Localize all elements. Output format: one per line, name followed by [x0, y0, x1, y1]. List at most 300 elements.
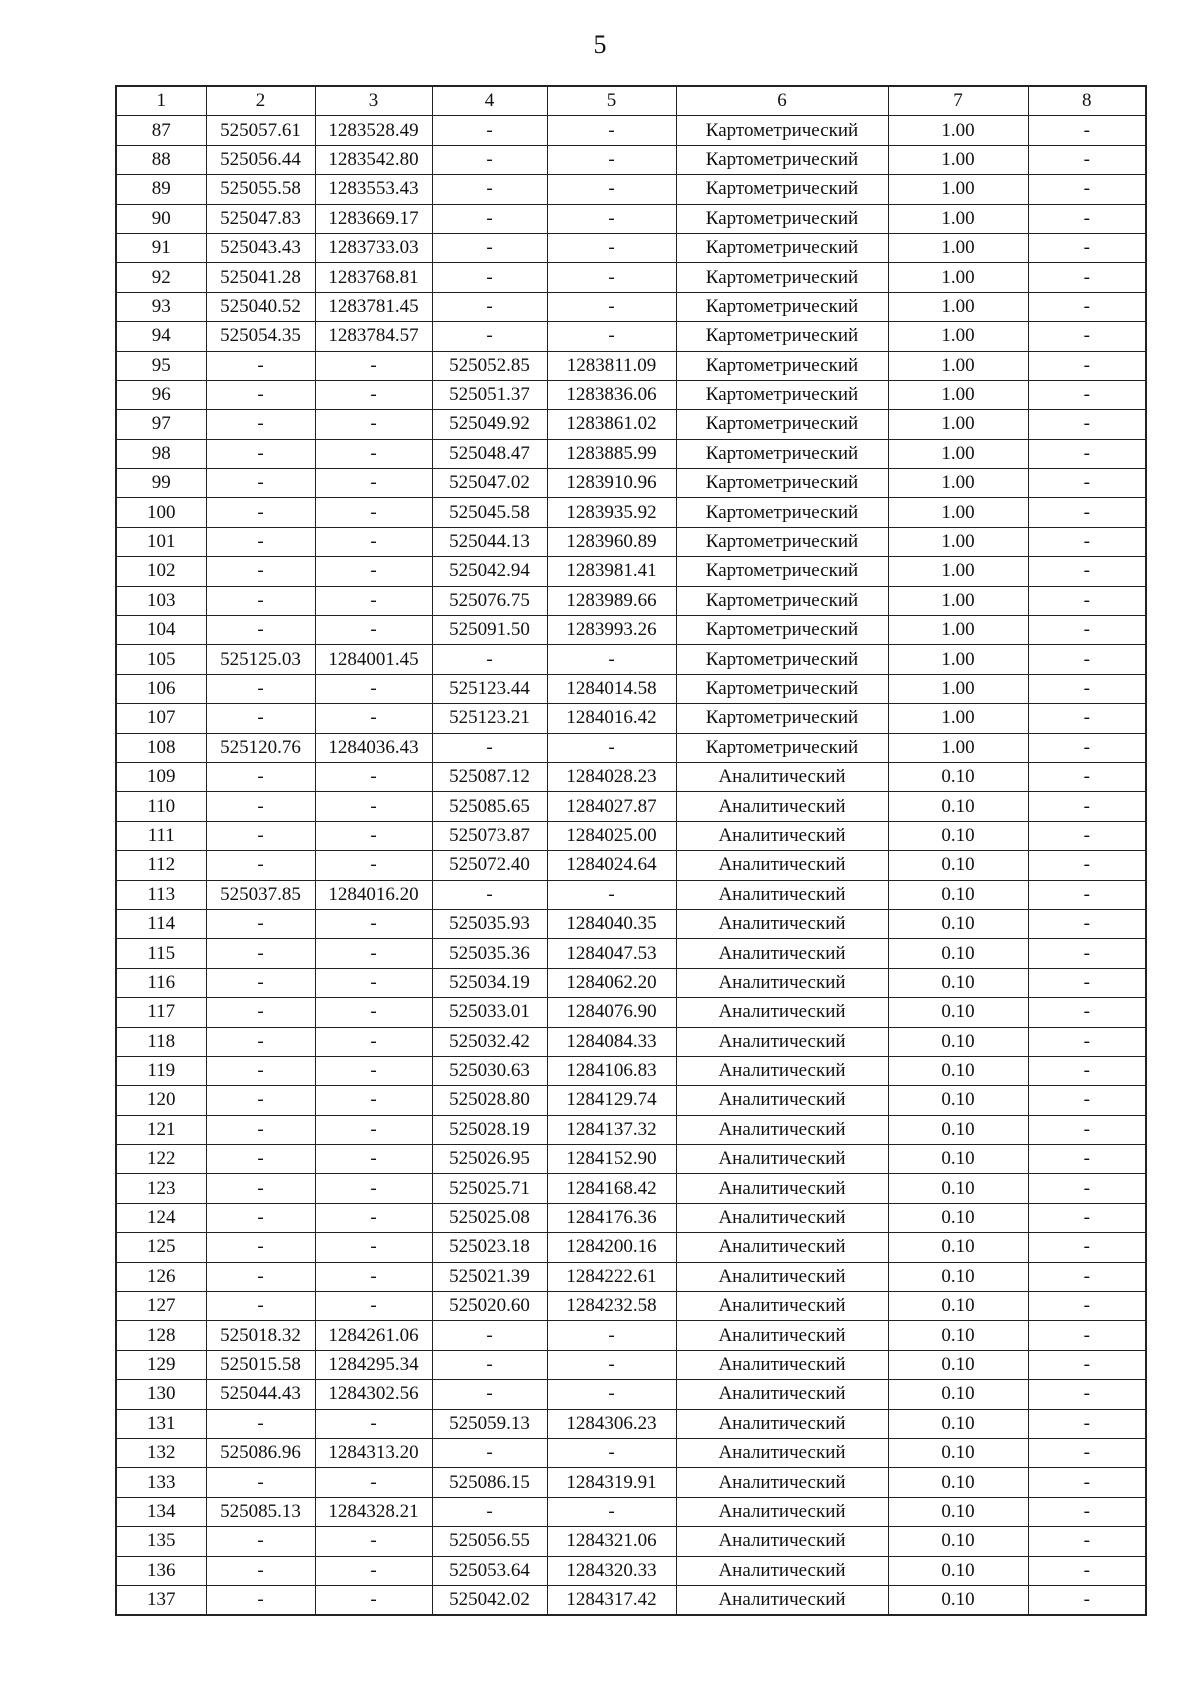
y-new-cell: 1284222.61 — [547, 1262, 676, 1291]
y-new-cell: 1284137.32 — [547, 1115, 676, 1144]
y-old-cell: - — [315, 909, 432, 938]
method-cell: Картометрический — [676, 233, 888, 262]
accuracy-cell: 0.10 — [888, 1203, 1028, 1232]
point-number-cell: 103 — [116, 586, 206, 615]
x-new-cell: 525085.65 — [432, 792, 547, 821]
point-number-cell: 102 — [116, 557, 206, 586]
y-old-cell: 1283542.80 — [315, 145, 432, 174]
y-old-cell: - — [315, 557, 432, 586]
table-row — [116, 1321, 1146, 1350]
y-old-cell: - — [315, 351, 432, 380]
accuracy-cell: 1.00 — [888, 233, 1028, 262]
point-number-cell: 106 — [116, 674, 206, 703]
x-old-cell: 525125.03 — [206, 645, 315, 674]
y-new-cell: 1284062.20 — [547, 968, 676, 997]
description-cell: - — [1028, 1438, 1146, 1467]
point-number-cell: 131 — [116, 1409, 206, 1438]
y-old-cell: - — [315, 1585, 432, 1615]
y-old-cell: - — [315, 1262, 432, 1291]
page-number: 5 — [593, 30, 607, 59]
x-new-cell: 525052.85 — [432, 351, 547, 380]
description-cell: - — [1028, 968, 1146, 997]
table-row — [116, 292, 1146, 321]
method-cell: Картометрический — [676, 498, 888, 527]
table-row — [116, 1145, 1146, 1174]
table-row — [116, 380, 1146, 409]
point-number-cell: 133 — [116, 1468, 206, 1497]
x-new-cell: 525073.87 — [432, 821, 547, 850]
x-old-cell: 525015.58 — [206, 1350, 315, 1379]
accuracy-cell: 0.10 — [888, 762, 1028, 791]
x-old-cell: 525041.28 — [206, 263, 315, 292]
x-new-cell: 525032.42 — [432, 1027, 547, 1056]
y-new-cell: 1284106.83 — [547, 1056, 676, 1085]
description-cell: - — [1028, 1115, 1146, 1144]
table-row — [116, 469, 1146, 498]
method-cell: Картометрический — [676, 145, 888, 174]
point-number-cell: 98 — [116, 439, 206, 468]
y-new-cell: 1284176.36 — [547, 1203, 676, 1232]
column-header-4: 4 — [432, 86, 547, 116]
description-cell: - — [1028, 1585, 1146, 1615]
x-new-cell: - — [432, 233, 547, 262]
table-row — [116, 1086, 1146, 1115]
x-old-cell: 525056.44 — [206, 145, 315, 174]
accuracy-cell: 0.10 — [888, 1262, 1028, 1291]
description-cell: - — [1028, 116, 1146, 145]
accuracy-cell: 0.10 — [888, 968, 1028, 997]
x-old-cell: - — [206, 909, 315, 938]
x-old-cell: - — [206, 1115, 315, 1144]
method-cell: Аналитический — [676, 1350, 888, 1379]
description-cell: - — [1028, 439, 1146, 468]
description-cell: - — [1028, 292, 1146, 321]
table-row — [116, 439, 1146, 468]
x-old-cell: - — [206, 968, 315, 997]
accuracy-cell: 1.00 — [888, 263, 1028, 292]
point-number-cell: 99 — [116, 469, 206, 498]
x-new-cell: 525059.13 — [432, 1409, 547, 1438]
accuracy-cell: 1.00 — [888, 645, 1028, 674]
method-cell: Аналитический — [676, 1409, 888, 1438]
x-old-cell: - — [206, 1203, 315, 1232]
x-new-cell: 525091.50 — [432, 616, 547, 645]
accuracy-cell: 1.00 — [888, 674, 1028, 703]
table-row — [116, 1556, 1146, 1585]
x-new-cell: 525042.02 — [432, 1585, 547, 1615]
table-row — [116, 1380, 1146, 1409]
method-cell: Аналитический — [676, 1056, 888, 1085]
y-old-cell: - — [315, 1086, 432, 1115]
x-old-cell: - — [206, 439, 315, 468]
table-row — [116, 762, 1146, 791]
x-old-cell: - — [206, 1292, 315, 1321]
y-new-cell: 1283935.92 — [547, 498, 676, 527]
column-header-7: 7 — [888, 86, 1028, 116]
method-cell: Аналитический — [676, 998, 888, 1027]
accuracy-cell: 0.10 — [888, 1174, 1028, 1203]
table-row — [116, 1350, 1146, 1379]
table-row — [116, 1056, 1146, 1085]
table-header — [116, 86, 1146, 116]
method-cell: Аналитический — [676, 1380, 888, 1409]
method-cell: Аналитический — [676, 1086, 888, 1115]
y-old-cell: - — [315, 1174, 432, 1203]
y-new-cell: 1284084.33 — [547, 1027, 676, 1056]
y-old-cell: - — [315, 1556, 432, 1585]
x-old-cell: - — [206, 1027, 315, 1056]
table-row — [116, 880, 1146, 909]
y-old-cell: - — [315, 527, 432, 556]
point-number-cell: 116 — [116, 968, 206, 997]
y-new-cell: 1284232.58 — [547, 1292, 676, 1321]
y-new-cell: 1284152.90 — [547, 1145, 676, 1174]
x-old-cell: - — [206, 939, 315, 968]
y-new-cell: - — [547, 1497, 676, 1526]
table-row — [116, 1468, 1146, 1497]
y-old-cell: 1284295.34 — [315, 1350, 432, 1379]
method-cell: Картометрический — [676, 733, 888, 762]
method-cell: Аналитический — [676, 1233, 888, 1262]
column-header-6: 6 — [676, 86, 888, 116]
x-new-cell: - — [432, 116, 547, 145]
table-row — [116, 175, 1146, 204]
method-cell: Картометрический — [676, 351, 888, 380]
x-new-cell: 525020.60 — [432, 1292, 547, 1321]
y-old-cell: 1284016.20 — [315, 880, 432, 909]
y-old-cell: 1284328.21 — [315, 1497, 432, 1526]
table-row — [116, 351, 1146, 380]
point-number-cell: 111 — [116, 821, 206, 850]
point-number-cell: 118 — [116, 1027, 206, 1056]
accuracy-cell: 0.10 — [888, 1233, 1028, 1262]
point-number-cell: 114 — [116, 909, 206, 938]
method-cell: Картометрический — [676, 292, 888, 321]
point-number-cell: 93 — [116, 292, 206, 321]
description-cell: - — [1028, 527, 1146, 556]
point-number-cell: 96 — [116, 380, 206, 409]
accuracy-cell: 1.00 — [888, 557, 1028, 586]
accuracy-cell: 1.00 — [888, 175, 1028, 204]
x-old-cell: - — [206, 998, 315, 1027]
table-row — [116, 1409, 1146, 1438]
method-cell: Картометрический — [676, 586, 888, 615]
x-new-cell: - — [432, 1438, 547, 1467]
coordinates-table — [115, 85, 1147, 1616]
description-cell: - — [1028, 909, 1146, 938]
y-new-cell: 1283861.02 — [547, 410, 676, 439]
point-number-cell: 104 — [116, 616, 206, 645]
point-number-cell: 132 — [116, 1438, 206, 1467]
x-old-cell: - — [206, 616, 315, 645]
y-old-cell: 1284313.20 — [315, 1438, 432, 1467]
table-row — [116, 204, 1146, 233]
method-cell: Картометрический — [676, 674, 888, 703]
table-row — [116, 909, 1146, 938]
table-row — [116, 116, 1146, 145]
x-old-cell: 525054.35 — [206, 322, 315, 351]
description-cell: - — [1028, 939, 1146, 968]
y-old-cell: - — [315, 1233, 432, 1262]
x-old-cell: - — [206, 674, 315, 703]
method-cell: Картометрический — [676, 175, 888, 204]
accuracy-cell: 1.00 — [888, 586, 1028, 615]
method-cell: Картометрический — [676, 469, 888, 498]
x-new-cell: - — [432, 1321, 547, 1350]
x-old-cell: - — [206, 351, 315, 380]
accuracy-cell: 0.10 — [888, 1468, 1028, 1497]
y-old-cell: 1283781.45 — [315, 292, 432, 321]
description-cell: - — [1028, 1086, 1146, 1115]
table-row — [116, 263, 1146, 292]
point-number-cell: 136 — [116, 1556, 206, 1585]
description-cell: - — [1028, 233, 1146, 262]
point-number-cell: 129 — [116, 1350, 206, 1379]
column-header-1: 1 — [116, 86, 206, 116]
x-old-cell: 525057.61 — [206, 116, 315, 145]
x-old-cell: - — [206, 469, 315, 498]
x-new-cell: - — [432, 292, 547, 321]
point-number-cell: 109 — [116, 762, 206, 791]
y-new-cell: - — [547, 1321, 676, 1350]
description-cell: - — [1028, 1380, 1146, 1409]
accuracy-cell: 0.10 — [888, 1380, 1028, 1409]
x-old-cell: - — [206, 1585, 315, 1615]
y-old-cell: - — [315, 968, 432, 997]
description-cell: - — [1028, 498, 1146, 527]
table-row — [116, 498, 1146, 527]
point-number-cell: 120 — [116, 1086, 206, 1115]
point-number-cell: 88 — [116, 145, 206, 174]
y-old-cell: - — [315, 1056, 432, 1085]
description-cell: - — [1028, 1350, 1146, 1379]
description-cell: - — [1028, 1468, 1146, 1497]
method-cell: Картометрический — [676, 616, 888, 645]
x-old-cell: - — [206, 1556, 315, 1585]
method-cell: Картометрический — [676, 704, 888, 733]
description-cell: - — [1028, 1056, 1146, 1085]
accuracy-cell: 0.10 — [888, 821, 1028, 850]
description-cell: - — [1028, 704, 1146, 733]
x-new-cell: 525023.18 — [432, 1233, 547, 1262]
x-old-cell: - — [206, 704, 315, 733]
x-new-cell: 525123.44 — [432, 674, 547, 703]
x-new-cell: - — [432, 263, 547, 292]
method-cell: Картометрический — [676, 527, 888, 556]
x-old-cell: - — [206, 1468, 315, 1497]
y-old-cell: - — [315, 851, 432, 880]
y-new-cell: 1284317.42 — [547, 1585, 676, 1615]
y-old-cell: 1284261.06 — [315, 1321, 432, 1350]
x-old-cell: - — [206, 1174, 315, 1203]
point-number-cell: 89 — [116, 175, 206, 204]
method-cell: Картометрический — [676, 645, 888, 674]
accuracy-cell: 1.00 — [888, 498, 1028, 527]
method-cell: Картометрический — [676, 263, 888, 292]
column-header-8: 8 — [1028, 86, 1146, 116]
x-old-cell: 525043.43 — [206, 233, 315, 262]
y-old-cell: - — [315, 1115, 432, 1144]
accuracy-cell: 1.00 — [888, 204, 1028, 233]
x-new-cell: 525051.37 — [432, 380, 547, 409]
y-old-cell: - — [315, 1409, 432, 1438]
accuracy-cell: 1.00 — [888, 439, 1028, 468]
method-cell: Аналитический — [676, 1438, 888, 1467]
description-cell: - — [1028, 1174, 1146, 1203]
table-row — [116, 1497, 1146, 1526]
point-number-cell: 112 — [116, 851, 206, 880]
method-cell: Аналитический — [676, 792, 888, 821]
method-cell: Аналитический — [676, 1497, 888, 1526]
accuracy-cell: 0.10 — [888, 792, 1028, 821]
table-row — [116, 1262, 1146, 1291]
x-new-cell: 525025.71 — [432, 1174, 547, 1203]
column-header-3: 3 — [315, 86, 432, 116]
point-number-cell: 119 — [116, 1056, 206, 1085]
accuracy-cell: 1.00 — [888, 733, 1028, 762]
table-row — [116, 1233, 1146, 1262]
y-new-cell: 1284076.90 — [547, 998, 676, 1027]
x-old-cell: - — [206, 1409, 315, 1438]
x-new-cell: 525072.40 — [432, 851, 547, 880]
y-old-cell: 1283669.17 — [315, 204, 432, 233]
y-new-cell: - — [547, 263, 676, 292]
description-cell: - — [1028, 410, 1146, 439]
x-new-cell: 525053.64 — [432, 1556, 547, 1585]
y-new-cell: - — [547, 292, 676, 321]
point-number-cell: 108 — [116, 733, 206, 762]
table-row — [116, 586, 1146, 615]
x-old-cell: - — [206, 851, 315, 880]
table-row — [116, 557, 1146, 586]
accuracy-cell: 1.00 — [888, 704, 1028, 733]
description-cell: - — [1028, 880, 1146, 909]
method-cell: Аналитический — [676, 968, 888, 997]
y-new-cell: - — [547, 175, 676, 204]
x-old-cell: - — [206, 821, 315, 850]
y-new-cell: 1283981.41 — [547, 557, 676, 586]
x-old-cell: - — [206, 410, 315, 439]
point-number-cell: 127 — [116, 1292, 206, 1321]
y-old-cell: - — [315, 1203, 432, 1232]
table-row — [116, 674, 1146, 703]
method-cell: Картометрический — [676, 439, 888, 468]
description-cell: - — [1028, 1292, 1146, 1321]
y-new-cell: - — [547, 733, 676, 762]
y-old-cell: - — [315, 1145, 432, 1174]
y-new-cell: 1284014.58 — [547, 674, 676, 703]
y-new-cell: 1283885.99 — [547, 439, 676, 468]
accuracy-cell: 0.10 — [888, 1497, 1028, 1526]
method-cell: Аналитический — [676, 1292, 888, 1321]
accuracy-cell: 0.10 — [888, 939, 1028, 968]
description-cell: - — [1028, 351, 1146, 380]
y-old-cell: 1284036.43 — [315, 733, 432, 762]
table-row — [116, 1174, 1146, 1203]
point-number-cell: 117 — [116, 998, 206, 1027]
method-cell: Картометрический — [676, 410, 888, 439]
point-number-cell: 92 — [116, 263, 206, 292]
y-old-cell: - — [315, 410, 432, 439]
x-old-cell: - — [206, 498, 315, 527]
x-new-cell: 525033.01 — [432, 998, 547, 1027]
method-cell: Аналитический — [676, 821, 888, 850]
description-cell: - — [1028, 645, 1146, 674]
accuracy-cell: 0.10 — [888, 1145, 1028, 1174]
point-number-cell: 137 — [116, 1585, 206, 1615]
accuracy-cell: 0.10 — [888, 1056, 1028, 1085]
accuracy-cell: 1.00 — [888, 351, 1028, 380]
y-new-cell: - — [547, 880, 676, 909]
x-new-cell: 525044.13 — [432, 527, 547, 556]
method-cell: Аналитический — [676, 1027, 888, 1056]
method-cell: Аналитический — [676, 1145, 888, 1174]
description-cell: - — [1028, 586, 1146, 615]
y-old-cell: - — [315, 1027, 432, 1056]
method-cell: Аналитический — [676, 909, 888, 938]
x-new-cell: 525028.80 — [432, 1086, 547, 1115]
description-cell: - — [1028, 821, 1146, 850]
table-row — [116, 998, 1146, 1027]
x-old-cell: - — [206, 586, 315, 615]
description-cell: - — [1028, 557, 1146, 586]
y-new-cell: 1284319.91 — [547, 1468, 676, 1497]
table-body — [116, 116, 1146, 1615]
description-cell: - — [1028, 792, 1146, 821]
column-header-2: 2 — [206, 86, 315, 116]
point-number-cell: 113 — [116, 880, 206, 909]
method-cell: Аналитический — [676, 851, 888, 880]
x-old-cell: 525085.13 — [206, 1497, 315, 1526]
point-number-cell: 121 — [116, 1115, 206, 1144]
point-number-cell: 124 — [116, 1203, 206, 1232]
accuracy-cell: 1.00 — [888, 410, 1028, 439]
y-new-cell: 1284028.23 — [547, 762, 676, 791]
y-new-cell: 1284321.06 — [547, 1527, 676, 1556]
method-cell: Аналитический — [676, 1585, 888, 1615]
x-old-cell: 525037.85 — [206, 880, 315, 909]
method-cell: Аналитический — [676, 1203, 888, 1232]
y-old-cell: - — [315, 586, 432, 615]
accuracy-cell: 0.10 — [888, 909, 1028, 938]
description-cell: - — [1028, 322, 1146, 351]
method-cell: Картометрический — [676, 557, 888, 586]
x-new-cell: 525021.39 — [432, 1262, 547, 1291]
x-new-cell: - — [432, 145, 547, 174]
x-new-cell: 525086.15 — [432, 1468, 547, 1497]
x-new-cell: - — [432, 175, 547, 204]
x-new-cell: 525035.93 — [432, 909, 547, 938]
x-old-cell: - — [206, 1527, 315, 1556]
x-new-cell: - — [432, 1380, 547, 1409]
method-cell: Аналитический — [676, 762, 888, 791]
table-row — [116, 733, 1146, 762]
accuracy-cell: 0.10 — [888, 1292, 1028, 1321]
y-new-cell: 1283811.09 — [547, 351, 676, 380]
accuracy-cell: 0.10 — [888, 851, 1028, 880]
accuracy-cell: 0.10 — [888, 1438, 1028, 1467]
y-new-cell: 1283960.89 — [547, 527, 676, 556]
table-row — [116, 968, 1146, 997]
table-row — [116, 939, 1146, 968]
y-new-cell: - — [547, 645, 676, 674]
description-cell: - — [1028, 998, 1146, 1027]
table-row — [116, 1027, 1146, 1056]
y-new-cell: 1284320.33 — [547, 1556, 676, 1585]
x-old-cell: - — [206, 1233, 315, 1262]
method-cell: Аналитический — [676, 939, 888, 968]
point-number-cell: 107 — [116, 704, 206, 733]
